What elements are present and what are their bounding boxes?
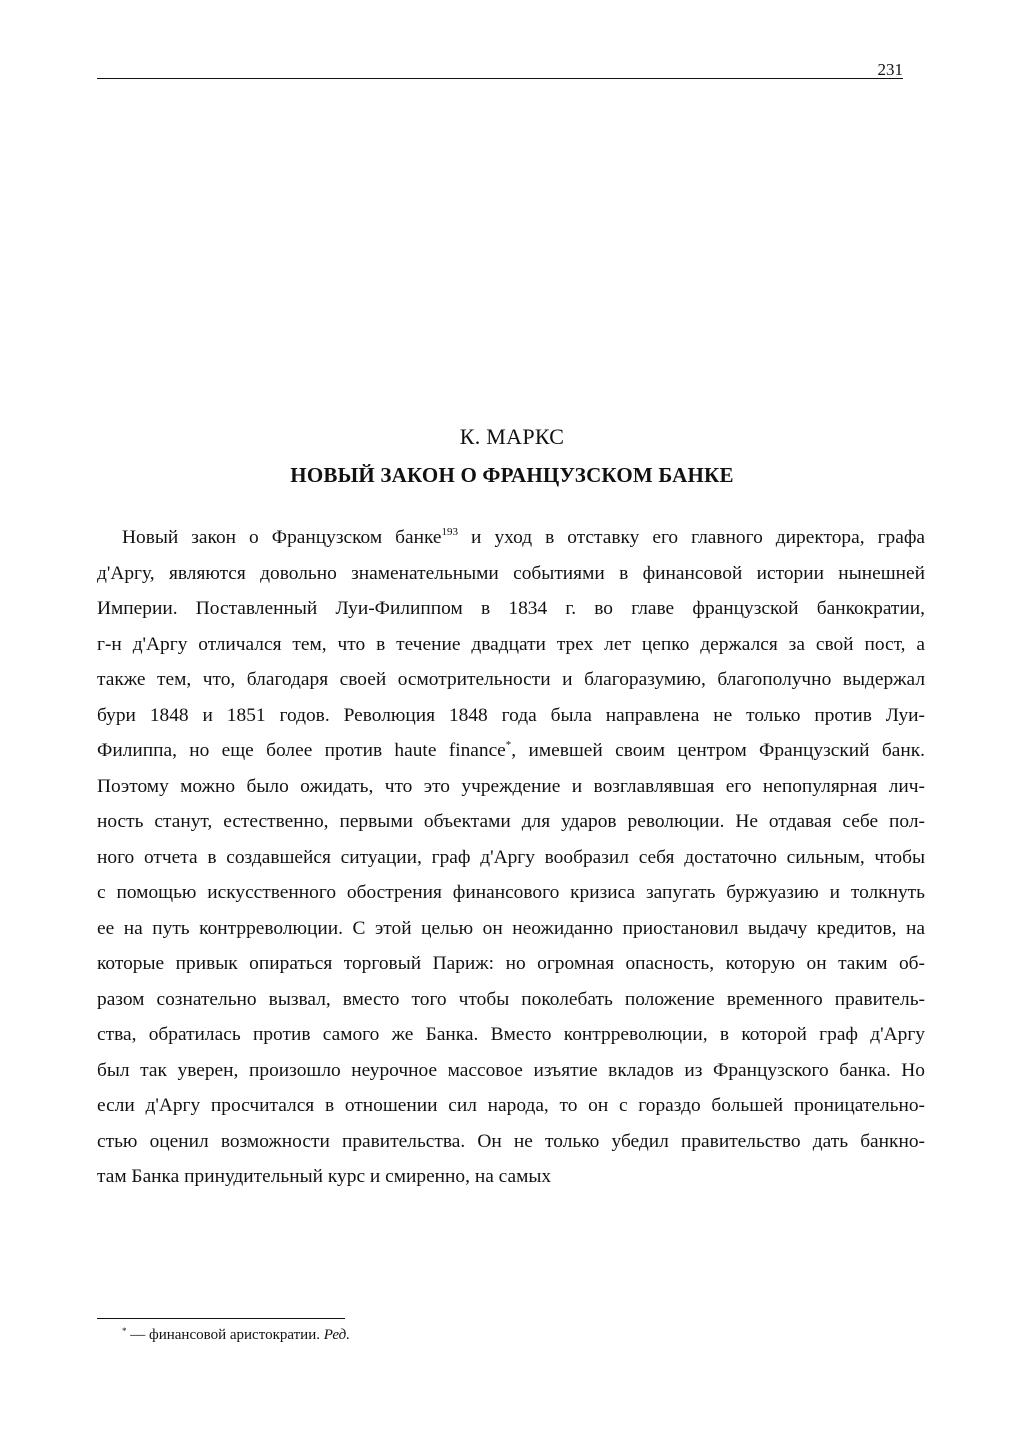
line-text: Филиппа, но еще более против haute finance: [97, 740, 506, 761]
paragraph-line: г-н д'Аргу отличался тем, что в течение двадцати трех лет цепко держался за свой пост, а: [97, 633, 925, 655]
header-rule: [97, 78, 903, 79]
paragraph-line: [97, 520, 925, 556]
line-text: Новый закон о Французском банке: [122, 527, 442, 548]
paragraph-line: Империи. Поставленный Луи-Филиппом в 1834 г. во главе французской банкократии,: [97, 598, 925, 619]
paragraph-line: ее на путь контрреволюции. С этой целью он неожиданно приостановил выдачу кредитов, на: [97, 917, 925, 939]
footnote-text: — финансовой аристократии.: [126, 1327, 324, 1343]
paragraph-line: там Банка принудительный курс и смиренно, на самых: [97, 1166, 552, 1187]
paragraph-line: также тем, что, благодаря своей осмотрительности и благоразумию, благополучно выдержал: [97, 669, 925, 690]
paragraph-line: ного отчета в создавшейся ситуации, граф д'Аргу вообразил себя достаточно сильным, чтобы: [97, 846, 925, 868]
footnote-marker: *: [122, 1326, 127, 1336]
footnote-ref: *: [505, 739, 512, 751]
paragraph-line: ства, обратилась против самого же Банка. Вместо контрреволюции, в которой граф д'Аргу: [97, 1024, 925, 1045]
paragraph-line: которые привык опираться торговый Париж: но огромная опасность, которую он таким об-: [97, 953, 925, 974]
paragraph-line: разом сознательно вызвал, вместо того чтобы поколебать положение временного правитель-: [97, 988, 925, 1010]
paragraph-line: бури 1848 и 1851 годов. Революция 1848 года была направлена не только против Луи-: [97, 704, 925, 726]
footnote: [122, 1327, 350, 1344]
paragraph-line: [97, 733, 925, 769]
author: К. МАРКС: [459, 424, 565, 449]
line-text: , имевшей своим центром Французский банк.: [511, 740, 925, 761]
line-text: и уход в отставку его главного директора, графа: [458, 527, 926, 548]
article-body: [97, 520, 925, 1195]
paragraph-line: был так уверен, произошло неурочное массовое изъятие вкладов из Французского банка. Но: [97, 1059, 925, 1081]
paragraph-line: если д'Аргу просчитался в отношении сил народа, то он с гораздо большей проницательно-: [97, 1095, 925, 1116]
paragraph-line: д'Аргу, являются довольно знаменательными событиями в финансовой истории нынешней: [97, 562, 925, 584]
page-number: 231: [877, 60, 903, 79]
paragraph-line: с помощью искусственного обострения финансового кризиса запугать буржуазию и толкнуть: [97, 882, 925, 903]
paragraph-line: Поэтому можно было ожидать, что это учреждение и возглавлявшая его непопулярная лич-: [97, 775, 925, 797]
endnote-ref: 193: [441, 526, 459, 538]
article-title: НОВЫЙ ЗАКОН О ФРАНЦУЗСКОМ БАНКЕ: [290, 463, 734, 487]
paragraph-line: стью оценил возможности правительства. Он не только убедил правительство дать банкно-: [97, 1130, 925, 1152]
paragraph-line: ность станут, естественно, первыми объектами для ударов революции. Не отдавая себе пол-: [97, 811, 925, 832]
footnote-editor: Ред.: [323, 1327, 350, 1343]
footnote-rule: [97, 1318, 345, 1319]
